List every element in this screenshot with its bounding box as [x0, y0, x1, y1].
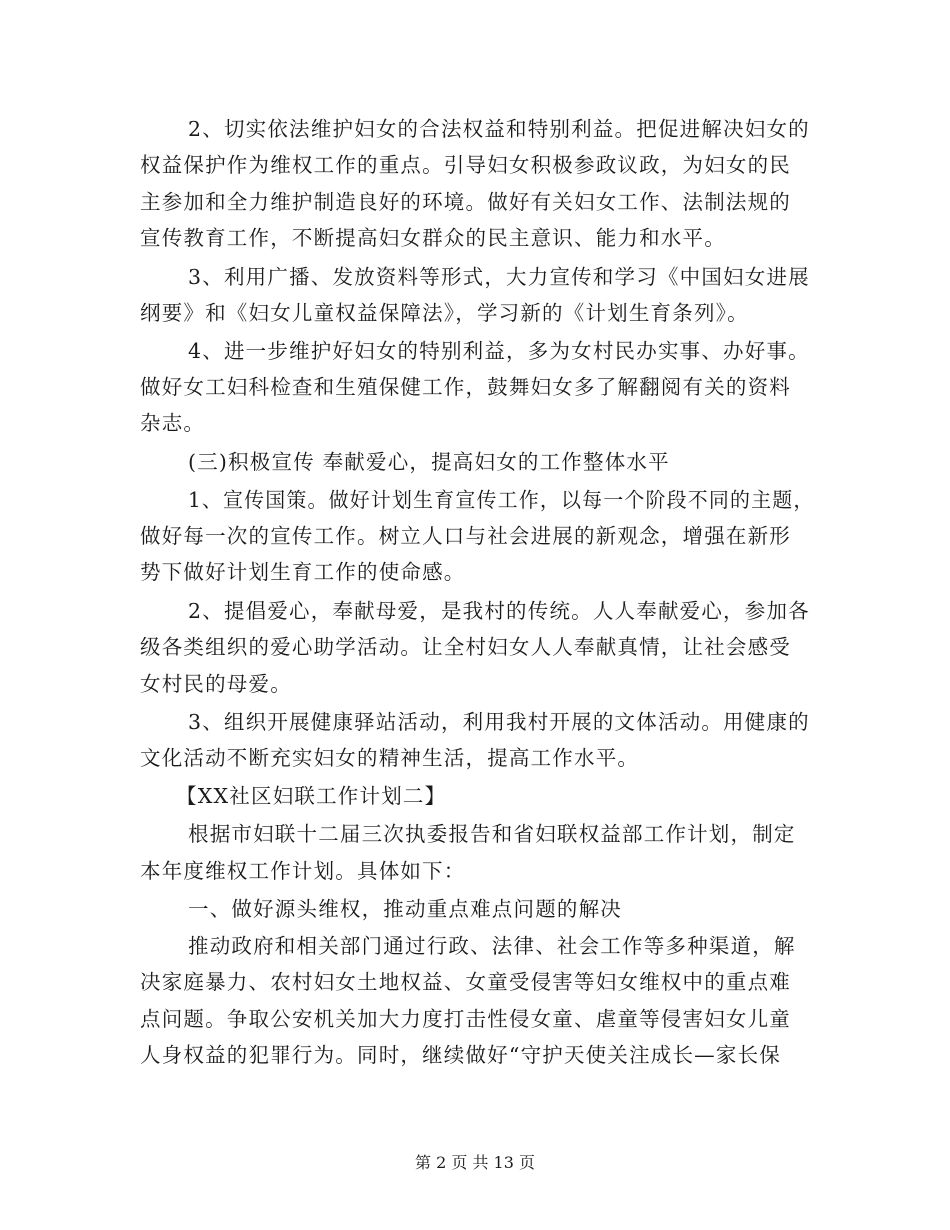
- paragraph-line: 1、宣传国策。做好计划生育宣传工作，以每一个阶段不同的主题，: [188, 488, 815, 512]
- section-heading: (三)积极宣传 奉献爱心，提高妇女的工作整体水平: [188, 450, 670, 474]
- paragraph-line: 级各类组织的爱心助学活动。让全村妇女人人奉献真情，让社会感受: [140, 635, 791, 659]
- paragraph-line: 点问题。争取公安机关加大力度打击性侵女童、虐童等侵害妇女儿童: [140, 1007, 791, 1031]
- paragraph-line: 做好每一次的宣传工作。树立人口与社会进展的新观念，增强在新形: [140, 524, 791, 548]
- paragraph-line: 主参加和全力维护制造良好的环境。做好有关妇女工作、法制法规的: [140, 190, 791, 214]
- paragraph-line: 宣传教育工作，不断提高妇女群众的民主意识、能力和水平。: [140, 226, 726, 250]
- paragraph-line: 2、提倡爱心，奉献母爱，是我村的传统。人人奉献爱心，参加各: [188, 599, 810, 623]
- paragraph-line: 本年度维权工作计划。具体如下：: [140, 859, 466, 883]
- paragraph-line: 推动政府和相关部门通过行政、法律、社会工作等多种渠道，解: [188, 934, 796, 958]
- section-heading: 一、做好源头维权，推动重点难点问题的解决: [188, 897, 622, 921]
- paragraph-line: 3、组织开展健康驿站活动，利用我村开展的文体活动。用健康的: [188, 710, 810, 734]
- paragraph-line: 2、切实依法维护妇女的合法权益和特别利益。把促进解决妇女的: [188, 117, 810, 141]
- paragraph-line: 文化活动不断充实妇女的精神生活，提高工作水平。: [140, 746, 640, 770]
- paragraph-line: 女村民的母爱。: [140, 672, 292, 696]
- paragraph-line: 根据市妇联十二届三次执委报告和省妇联权益部工作计划，制定: [188, 822, 796, 846]
- paragraph-line: 3、利用广播、发放资料等形式，大力宣传和学习《中国妇女进展: [188, 265, 810, 289]
- paragraph-line: 决家庭暴力、农村妇女土地权益、女童受侵害等妇女维权中的重点难: [140, 970, 791, 994]
- paragraph-line: 杂志。: [140, 411, 206, 435]
- paragraph-line: 人身权益的犯罪行为。同时，继续做好“守护天使关注成长—家长保: [140, 1043, 781, 1067]
- page-number-footer: 第 2 页 共 13 页: [415, 1153, 535, 1172]
- section-heading: 【XX社区妇联工作计划二】: [176, 784, 447, 808]
- paragraph-line: 纲要》和《妇女儿童权益保障法》，学习新的《计划生育条列》。: [140, 301, 749, 325]
- paragraph-line: 4、进一步维护好妇女的特别利益，多为女村民办实事、办好事。: [188, 339, 810, 363]
- paragraph-line: 做好女工妇科检查和生殖保健工作，鼓舞妇女多了解翻阅有关的资料: [140, 375, 791, 399]
- paragraph-line: 权益保护作为维权工作的重点。引导妇女积极参政议政，为妇女的民: [140, 153, 791, 177]
- paragraph-line: 势下做好计划生育工作的使命感。: [140, 560, 466, 584]
